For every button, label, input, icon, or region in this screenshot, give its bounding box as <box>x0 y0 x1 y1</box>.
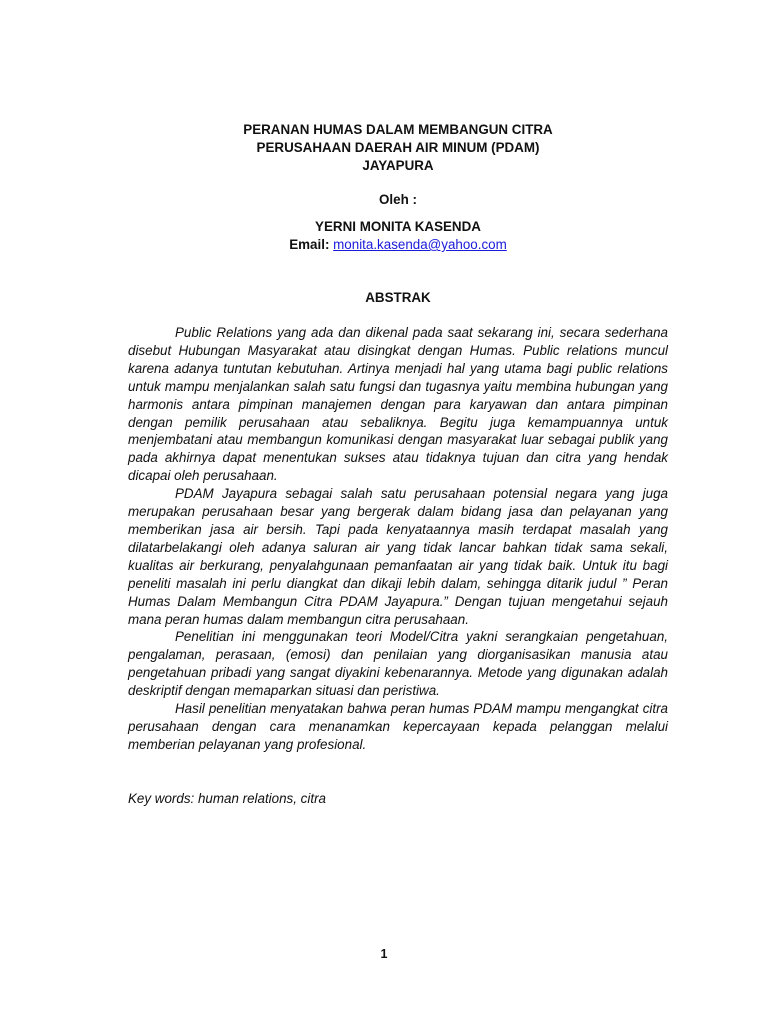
author-email-line <box>128 236 668 254</box>
title-line: JAYAPURA <box>362 158 434 173</box>
title-line: PERUSAHAAN DAERAH AIR MINUM (PDAM) <box>256 140 540 155</box>
abstract-paragraph: PDAM Jayapura sebagai salah satu perusahaan potensial negara yang juga merupakan perusahaan besar yang bergerak dalam bidang jasa dan pelayanan yang memberikan jasa air bersih. Tapi pada kenyataannya masih terdapat masalah yang dilatarbelakangi oleh adanya saluran air yang tidak lancar bahkan tidak sama sekali, kualitas air berkurang, penyalahgunaan pemanfaatan air yang tidak baik. Untuk itu bagi peneliti masalah ini perlu diangkat dan dikaji lebih dalam, sehingga ditarik judul ” Peran Humas Dalam Membangun Citra PDAM Jayapura.” Dengan tujuan mengetahui sejauh mana peran humas dalam membangun citra perusahaan. <box>128 486 668 627</box>
abstract-paragraph: Public Relations yang ada dan dikenal pada saat sekarang ini, secara sederhana disebut Hubungan Masyarakat atau disingkat dengan Humas. Public relations muncul karena adanya tuntutan kebutuhan. Artinya menjadi hal yang utama bagi public relations untuk mampu menjalankan salah satu fungsi dan tugasnya yaitu membina hubungan yang harmonis antara pimpinan manajemen dengan para karyawan dan antara pimpinan dengan pemilik perusahaan atau sebaliknya. Begitu juga kemampuannya untuk menjembatani atau membangun komunikasi dengan masyarakat luar sebagai publik yang pada akhirnya dapat menentukan sukses atau tidaknya tujuan dan citra yang hendak dicapai oleh perusahaan. <box>128 325 668 484</box>
email-label: Email: <box>289 237 330 252</box>
abstract-paragraph: Hasil penelitian menyatakan bahwa peran humas PDAM mampu mengangkat citra perusahaan dengan cara menanamkan kepercayaan kepada pelanggan melalui memberian pelayanan yang profesional. <box>128 701 668 752</box>
abstract-body <box>128 324 668 754</box>
title-line: PERANAN HUMAS DALAM MEMBANGUN CITRA <box>243 122 553 137</box>
email-link[interactable]: monita.kasenda@yahoo.com <box>333 237 507 252</box>
byline-label: Oleh : <box>379 192 417 207</box>
abstract-heading: ABSTRAK <box>365 290 431 305</box>
author-name: YERNI MONITA KASENDA <box>315 219 481 234</box>
keywords: Key words: human relations, citra <box>128 791 326 806</box>
document-title <box>128 121 668 175</box>
abstract-paragraph: Penelitian ini menggunakan teori Model/Citra yakni serangkaian pengetahuan, pengalaman, perasaan, (emosi) dan penilaian yang diorganisasikan manusia atau pengetahuan pribadi yang sangat diyakini kebenarannya. Metode yang digunakan adalah deskriptif dengan memaparkan situasi dan peristiwa. <box>128 629 668 699</box>
page-number: 1 <box>380 947 388 961</box>
